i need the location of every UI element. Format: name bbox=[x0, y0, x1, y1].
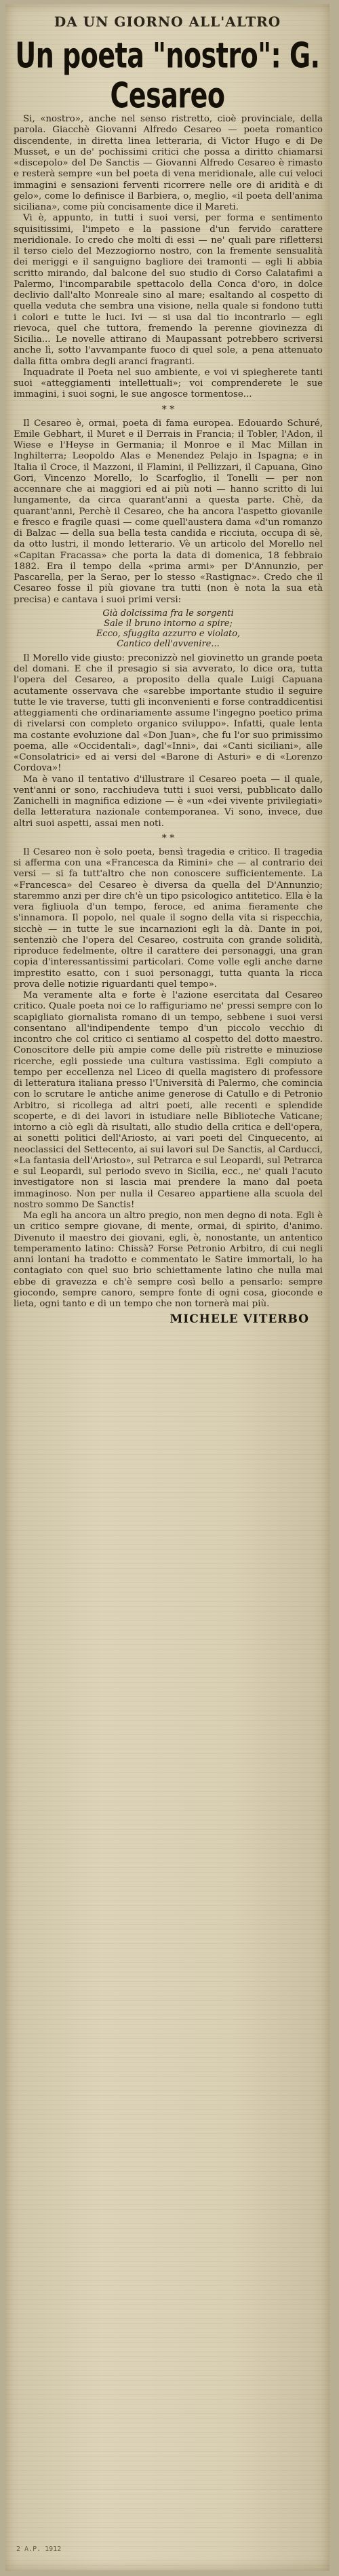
verse-line: Cantico dell'avvenire... bbox=[117, 638, 220, 649]
article-part-1 bbox=[14, 114, 323, 401]
article-body bbox=[5, 114, 330, 1325]
archive-stamp: 2 A.P. 1912 bbox=[16, 2545, 62, 2553]
section-header: DA UN GIORNO ALL'ALTRO bbox=[54, 14, 281, 30]
paragraph: Inquadrate il Poeta nel suo ambiente, e voi vi spiegherete tanti suoi «atteggiamenti intellettuali»; voi comprenderete le sue immagini, i suoi sogni, le sue angosce tormentose... bbox=[14, 367, 323, 400]
article-part-2 bbox=[14, 418, 323, 830]
section-separator: * * bbox=[161, 404, 175, 415]
article-title: Un poeta "nostro": G. Cesareo bbox=[15, 35, 320, 116]
quoted-verse bbox=[14, 608, 323, 649]
section-separator: * * bbox=[161, 832, 175, 844]
author-signature: MICHELE VITERBO bbox=[170, 1312, 309, 1327]
newspaper-clipping bbox=[5, 4, 330, 2571]
verse-line: Ecco, sfuggita azzurro e violato, bbox=[96, 628, 241, 639]
article-part-3 bbox=[14, 847, 323, 1310]
paragraph: Il Morello vide giusto: preconizzò nel giovinetto un grande poeta del domani. E che il presagio si sia avverato, lo dice ora, tutta l'opera del Cesareo, a proposito della quale Luigi Capuana acutamente osservava che «sarebbe importante studio il seguire tutte le vie traverse, tutti gli inconvenienti e forse contraddicentisi atteggiamenti che ordinariamente assume l'ingegno poetico prima di rivelarsi con completo organico sviluppo». Infatti, quale lenta ma costante evoluzione dal «Don Juan», che fu l'or suo primissimo poema, alle «Occidentali», dagl'«Inni», dai «Canti siciliani», alle «Consolatrici» ed ai versi del «Barone di Asturi» e di «Lorenzo Cordova»! bbox=[14, 652, 323, 774]
paragraph: Ma veramente alta e forte è l'azione esercitata dal Cesareo critico. Quale poeta noi ce lo raffiguriamo ne' pressi sempre con lo scapigliato giornalista romano di un tempo, sebbene i suoi versi consentano all'indipendente tempo d'un piccolo vecchio di incontro che col critico ci sentiamo al cospetto del dotto maestro. Conoscitore delle più ampie come delle più ristrette e minuziose ricerche, egli possiede una cultura vastissima. Egli compiuto a tempo per eccellenza nel Liceo di quella magistero di professore di letteratura italiana presso l'Università di Palermo, che comincia con lo scrutare le antiche anime generose di Catullo e di Petronio Arbitro, si ricollega ad altri poeti, alle recenti e splendide scoperte, e di dei lavori in istudiare nelle Biblioteche Vaticane; intorno a ciò egli dà risultati, allo studio della critica e dell'opera, ai sonetti politici dell'Ariosto, ai vari poeti del Cinquecento, ai neoclassici del Settecento, ai sui lavori sul De Sanctis, al Carducci, «La fantasia dell'Ariosto», sul Petrarca e sul Leopardi, sul Petrarca e sul Leopardi, sul periodo svevo in Sicilia, ecc., ne' quali l'acuto investigatore non si lascia mai prendere la mano dal poeta immaginoso. Non per nulla il Cesareo appartiene alla scuola del nostro sommo De Sanctis! bbox=[14, 990, 323, 1210]
verse-line: Già dolcissima fra le sorgenti bbox=[102, 608, 234, 619]
paragraph: Ma è vano il tentativo d'illustrare il Cesareo poeta — il quale, vent'anni or sono, racchiudeva tutti i suoi versi, pubblicato dallo Zanichelli in magnifica edizione — è «un «dei vivente privilegiati» della letteratura nazionale contemporanea. Vi sono, invece, due altri suoi aspetti, assai men noti. bbox=[14, 774, 323, 829]
verse-line: Sale il bruno intorno a spire; bbox=[104, 618, 233, 629]
paragraph: Si, «nostro», anche nel senso ristretto, cioè provinciale, della parola. Giacchè Giovanni Alfredo Cesareo — poeta romantico discendente, in diretta linea letteraria, di Victor Hugo e di De Musset, e un de' pochissimi critici che possa a diritto chiamarsi «discepolo» del De Sanctis — Giovanni Alfredo Cesareo è rimasto e resterà sempre «un bel poeta di vena meridionale, alle cui veloci immagini e sensazioni ferventi ricorrere nelle ore di aridità e di gelo», come lo definisce il Barbiera, o, meglio, «il poeta dell'anima siciliana», come più concisamente dice il Mareti. bbox=[14, 114, 323, 212]
paragraph: Ma egli ha ancora un altro pregio, non men degno di nota. Egli è un critico sempre giovane, di mente, ormai, di spirito, d'animo. Divenuto il maestro dei giovani, egli, è, nonostante, un antentico temperamento latino: Chissà? Forse Petronio Arbitro, di cui negli anni lontani ha tradotto e commentato le Satire immortali, lo ha contagiato con quel suo brio schiettamente latino che nulla mai ebbe di gravezza e ch'è sempre così bello a pensarlo: sempre giocondo, sempre canoro, sempre fonte di ogni cosa, gioconde e lieta, ogni tanto e di un tempo che non tornerà mai più. bbox=[14, 1211, 323, 1309]
paragraph: Il Cesareo è, ormai, poeta di fama europea. Edouardo Schuré, Emile Gebhart, il Muret e il Derrais in Francia; il Tobler, l'Adon, il Wiese e l'Heyse in Germania; il Monroe e il Mac Millan in Inghilterra; Leopoldo Alas e Menendez Pelajo in Ispagna; e in Italia il Croce, il Mazzoni, il Flamini, il Pellizzari, il Capuana, Gino Gori, Vincenzo Morello, lo Scarfoglio, il Tonelli — per non accennare che ai maggiori ed ai più noti — hanno scritto di lui lungamente, da circa quarant'anni a questa parte. Chè, da quarant'anni, Perchè il Cesareo, che ha ancora l'aspetto giovanile e fresco e fragile quasi — come quell'austera dama «d'un romanzo di Balzac — della sua bella testa candida e ricciuta, occupa di sè, da otto lustri, il mondo letterario. Vè un articolo del Morello nel «Capitan Fracassa» che porta la data di domenica, 18 febbraio 1882. Era il tempo della «prima armi» per D'Annunzio, per Pascarella, per la Serao, per lo stesso «Rastignac». Credo che il Cesareo fosse il più giovane tra tutti (non è nota la sua età precisa) e cantava i suoi primi versi: bbox=[14, 418, 323, 605]
paragraph: Vi è, appunto, in tutti i suoi versi, per forma e sentimento squisitissimi, l'impeto e la passione d'un fervido carattere meridionale. Io credo che molti di essi — ne' quali pare riflettersi il terso cielo del Mezzogiorno nostro, con la fremente sensualità dei meriggi e il sanguigno bagliore dei tramonti — egli li abbia scritto mirando, dal balcone del suo studio di Corso Calatafimi a Palermo, l'incomparabile spettacolo della Conca d'oro, in dolce declivio dall'alto Monreale sino al mare; esaltando al cospetto di quella veduta che sembra una visione, nella quale si fondono tutti i colori e tutte le luci. Ivi — si usa dal tio incontrarlo — egli rievoca, quel che tuttora, fremendo la perenne giovinezza di Sicilia... Le novelle attirano di Maupassant potrebbero scriversi anche lì, sotto l'avvampante fuoco di quel sole, a pena attenuato dalla fitta ombra degli aranci fragranti. bbox=[14, 213, 323, 367]
paragraph: Il Cesareo non è solo poeta, bensì tragedia e critico. Il tragedia si afferma con una «Francesca da Rimini» che — al contrario dei versi — si fa tutt'altro che non conoscere sufficientemente. La «Francesca» del Cesareo è diversa da quella del D'Annunzio; staremmo anzi per dire ch'è un tipo psicologico antitetico. Ella è la vera figliuola d'un tempo, feroce, ed anima fieramente che s'innamora. Il popolo, nel quale il sogno della vita si rispecchia, sicchè — in tutte le sue incarnazioni egli la dà. Dante in poi, sentenziò che l'opera del Cesareo, costruita con grande solidità, riproduce fedelmente, oltre il carattere dei personaggi, una gran copia d'interessantissimi particolari. Come volle egli anche darne imprestito esatto, con i suoi personaggi, tutta quanta la ricca prova delle notizie riguardanti quel tempo». bbox=[14, 846, 323, 990]
